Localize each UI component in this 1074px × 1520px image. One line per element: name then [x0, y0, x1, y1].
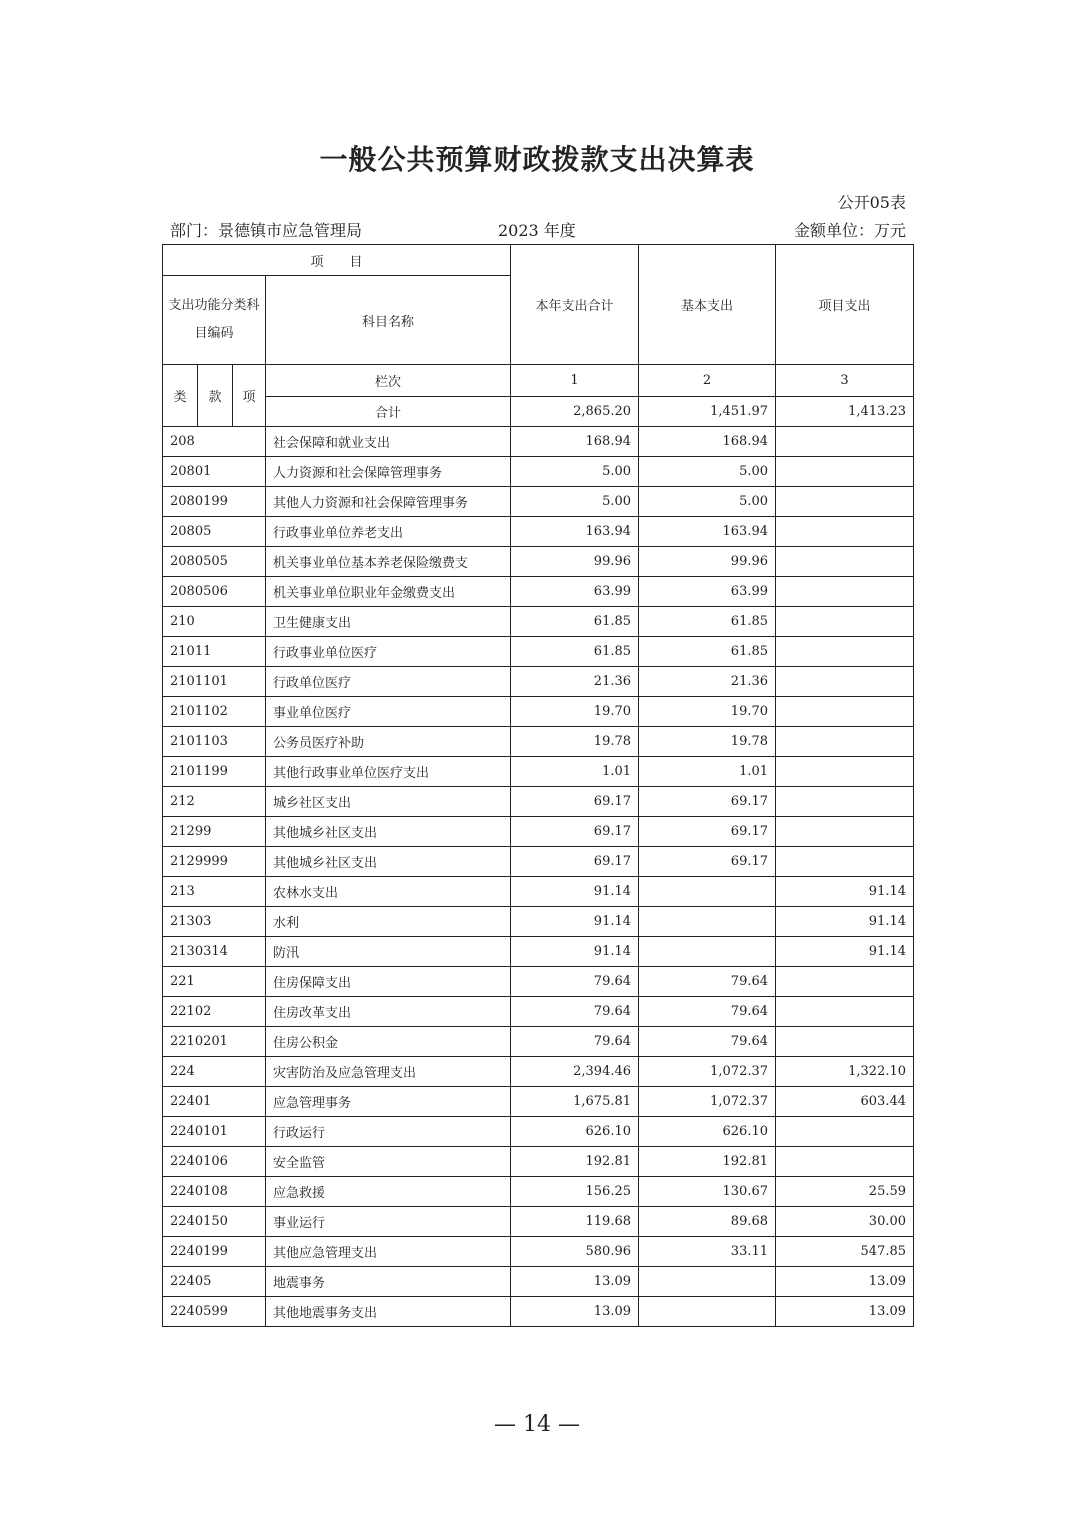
cell-name: 其他城乡社区支出 — [266, 817, 511, 847]
header-name: 科目名称 — [266, 276, 511, 365]
cell-basic: 19.78 — [639, 727, 776, 757]
cell-project: 91.14 — [776, 937, 914, 967]
department: 部门：景德镇市应急管理局 — [170, 221, 363, 240]
cell-project: 13.09 — [776, 1297, 914, 1327]
cell-project — [776, 997, 914, 1027]
total-label: 合计 — [266, 397, 511, 427]
cell-basic — [639, 937, 776, 967]
cell-total: 63.99 — [511, 577, 639, 607]
cell-project — [776, 487, 914, 517]
header-lei: 类 — [163, 365, 198, 427]
cell-name: 防汛 — [266, 937, 511, 967]
cell-name: 人力资源和社会保障管理事务 — [266, 457, 511, 487]
cell-code: 213 — [163, 877, 266, 907]
table-row — [163, 1027, 914, 1057]
cell-basic: 168.94 — [639, 427, 776, 457]
cell-code: 20801 — [163, 457, 266, 487]
cell-code: 2101199 — [163, 757, 266, 787]
table-row — [163, 577, 914, 607]
cell-basic: 99.96 — [639, 547, 776, 577]
cell-project: 25.59 — [776, 1177, 914, 1207]
cell-basic: 1,072.37 — [639, 1087, 776, 1117]
cell-project — [776, 847, 914, 877]
table-row — [163, 487, 914, 517]
cell-project — [776, 547, 914, 577]
cell-basic — [639, 1297, 776, 1327]
table-row — [163, 1177, 914, 1207]
cell-name: 行政运行 — [266, 1117, 511, 1147]
cell-project — [776, 457, 914, 487]
cell-name: 机关事业单位基本养老保险缴费支 — [266, 547, 511, 577]
table-row — [163, 967, 914, 997]
cell-total: 119.68 — [511, 1207, 639, 1237]
cell-basic: 69.17 — [639, 847, 776, 877]
cell-total: 5.00 — [511, 457, 639, 487]
table-row — [163, 1147, 914, 1177]
cell-total: 61.85 — [511, 637, 639, 667]
cell-code: 2240101 — [163, 1117, 266, 1147]
cell-code: 21299 — [163, 817, 266, 847]
cell-code: 210 — [163, 607, 266, 637]
cell-total: 19.78 — [511, 727, 639, 757]
cell-total: 5.00 — [511, 487, 639, 517]
header-xiang: 项 — [233, 365, 266, 427]
cell-project — [776, 607, 914, 637]
fiscal-year: 2023 年度 — [498, 221, 576, 240]
cell-project — [776, 697, 914, 727]
cell-code: 21303 — [163, 907, 266, 937]
header-col3: 项目支出 — [776, 245, 914, 365]
cell-name: 其他应急管理支出 — [266, 1237, 511, 1267]
cell-project: 91.14 — [776, 877, 914, 907]
cell-name: 机关事业单位职业年金缴费支出 — [266, 577, 511, 607]
cell-project: 603.44 — [776, 1087, 914, 1117]
cell-name: 农林水支出 — [266, 877, 511, 907]
cell-basic: 33.11 — [639, 1237, 776, 1267]
cell-code: 2240108 — [163, 1177, 266, 1207]
cell-code: 20805 — [163, 517, 266, 547]
cell-total: 79.64 — [511, 997, 639, 1027]
cell-project — [776, 1117, 914, 1147]
cell-total: 61.85 — [511, 607, 639, 637]
cell-total: 91.14 — [511, 877, 639, 907]
cell-basic: 69.17 — [639, 817, 776, 847]
cell-total: 69.17 — [511, 847, 639, 877]
cell-name: 地震事务 — [266, 1267, 511, 1297]
table-row — [163, 637, 914, 667]
cell-project — [776, 1147, 914, 1177]
col-number-2: 2 — [639, 365, 776, 397]
cell-project — [776, 757, 914, 787]
cell-basic: 89.68 — [639, 1207, 776, 1237]
header-code-group: 支出功能分类科目编码 — [163, 276, 266, 365]
cell-code: 212 — [163, 787, 266, 817]
cell-project — [776, 1027, 914, 1057]
cell-code: 2101103 — [163, 727, 266, 757]
total-col2: 1,451.97 — [639, 397, 776, 427]
cell-name: 城乡社区支出 — [266, 787, 511, 817]
cell-total: 168.94 — [511, 427, 639, 457]
cell-code: 2080506 — [163, 577, 266, 607]
table-row — [163, 1267, 914, 1297]
cell-total: 626.10 — [511, 1117, 639, 1147]
cell-basic: 1,072.37 — [639, 1057, 776, 1087]
cell-name: 行政单位医疗 — [266, 667, 511, 697]
cell-total: 1,675.81 — [511, 1087, 639, 1117]
cell-name: 事业运行 — [266, 1207, 511, 1237]
table-row — [163, 607, 914, 637]
table-row — [163, 427, 914, 457]
table-row — [163, 517, 914, 547]
cell-code: 2080199 — [163, 487, 266, 517]
cell-basic — [639, 1267, 776, 1297]
table-row — [163, 997, 914, 1027]
table-row — [163, 1207, 914, 1237]
cell-name: 公务员医疗补助 — [266, 727, 511, 757]
cell-code: 2101101 — [163, 667, 266, 697]
cell-basic: 163.94 — [639, 517, 776, 547]
cell-code: 2240106 — [163, 1147, 266, 1177]
cell-basic: 61.85 — [639, 607, 776, 637]
table-row — [163, 907, 914, 937]
cell-project: 1,322.10 — [776, 1057, 914, 1087]
cell-project: 30.00 — [776, 1207, 914, 1237]
table-row — [163, 787, 914, 817]
table-row — [163, 1117, 914, 1147]
col-number-3: 3 — [776, 365, 914, 397]
cell-total: 79.64 — [511, 967, 639, 997]
cell-name: 其他城乡社区支出 — [266, 847, 511, 877]
cell-basic: 69.17 — [639, 787, 776, 817]
cell-project: 13.09 — [776, 1267, 914, 1297]
cell-total: 580.96 — [511, 1237, 639, 1267]
table-row — [163, 847, 914, 877]
cell-code: 22401 — [163, 1087, 266, 1117]
cell-basic: 79.64 — [639, 967, 776, 997]
table-row — [163, 937, 914, 967]
table-row — [163, 1057, 914, 1087]
cell-code: 2240150 — [163, 1207, 266, 1237]
cell-project: 91.14 — [776, 907, 914, 937]
cell-code: 2240599 — [163, 1297, 266, 1327]
header-kuan: 款 — [198, 365, 233, 427]
table-row — [163, 1087, 914, 1117]
cell-basic: 1.01 — [639, 757, 776, 787]
cell-total: 69.17 — [511, 817, 639, 847]
cell-name: 住房保障支出 — [266, 967, 511, 997]
table-row — [163, 727, 914, 757]
cell-code: 2130314 — [163, 937, 266, 967]
cell-code: 2210201 — [163, 1027, 266, 1057]
cell-code: 2240199 — [163, 1237, 266, 1267]
cell-code: 2080505 — [163, 547, 266, 577]
total-col3: 1,413.23 — [776, 397, 914, 427]
cell-project — [776, 427, 914, 457]
cell-name: 安全监管 — [266, 1147, 511, 1177]
cell-total: 91.14 — [511, 907, 639, 937]
cell-code: 22102 — [163, 997, 266, 1027]
cell-total: 13.09 — [511, 1267, 639, 1297]
table-number: 公开05表 — [837, 193, 906, 212]
cell-total: 192.81 — [511, 1147, 639, 1177]
cell-name: 行政事业单位养老支出 — [266, 517, 511, 547]
table-row — [163, 547, 914, 577]
header-item: 项 目 — [163, 245, 511, 276]
cell-total: 2,394.46 — [511, 1057, 639, 1087]
cell-project — [776, 727, 914, 757]
cell-name: 事业单位医疗 — [266, 697, 511, 727]
cell-code: 21011 — [163, 637, 266, 667]
cell-name: 其他地震事务支出 — [266, 1297, 511, 1327]
page-title: 一般公共预算财政拨款支出决算表 — [319, 143, 755, 176]
cell-project — [776, 817, 914, 847]
table-row — [163, 877, 914, 907]
cell-total: 99.96 — [511, 547, 639, 577]
cell-name: 行政事业单位医疗 — [266, 637, 511, 667]
table-row — [163, 1297, 914, 1327]
cell-total: 19.70 — [511, 697, 639, 727]
expenditure-table — [162, 244, 914, 1327]
cell-code: 2101102 — [163, 697, 266, 727]
cell-project — [776, 787, 914, 817]
cell-basic: 21.36 — [639, 667, 776, 697]
cell-project — [776, 517, 914, 547]
cell-code: 22405 — [163, 1267, 266, 1297]
cell-total: 21.36 — [511, 667, 639, 697]
cell-basic: 19.70 — [639, 697, 776, 727]
cell-basic: 192.81 — [639, 1147, 776, 1177]
table-row — [163, 667, 914, 697]
cell-name: 其他行政事业单位医疗支出 — [266, 757, 511, 787]
col-number-1: 1 — [511, 365, 639, 397]
total-col1: 2,865.20 — [511, 397, 639, 427]
cell-name: 水利 — [266, 907, 511, 937]
cell-name: 应急管理事务 — [266, 1087, 511, 1117]
cell-code: 221 — [163, 967, 266, 997]
cell-project — [776, 967, 914, 997]
cell-name: 应急救援 — [266, 1177, 511, 1207]
cell-code: 224 — [163, 1057, 266, 1087]
table-row — [163, 697, 914, 727]
cell-total: 79.64 — [511, 1027, 639, 1057]
cell-basic: 79.64 — [639, 997, 776, 1027]
table-row — [163, 457, 914, 487]
table-row — [163, 757, 914, 787]
cell-project: 547.85 — [776, 1237, 914, 1267]
page-number: — 14 — — [494, 1412, 580, 1437]
header-lanci: 栏次 — [266, 365, 511, 397]
cell-basic: 63.99 — [639, 577, 776, 607]
cell-total: 163.94 — [511, 517, 639, 547]
cell-total: 91.14 — [511, 937, 639, 967]
cell-basic: 626.10 — [639, 1117, 776, 1147]
cell-basic: 130.67 — [639, 1177, 776, 1207]
cell-basic: 5.00 — [639, 487, 776, 517]
table-row — [163, 817, 914, 847]
cell-basic: 5.00 — [639, 457, 776, 487]
cell-name: 住房公积金 — [266, 1027, 511, 1057]
cell-code: 2129999 — [163, 847, 266, 877]
cell-name: 社会保障和就业支出 — [266, 427, 511, 457]
cell-name: 其他人力资源和社会保障管理事务 — [266, 487, 511, 517]
table-row — [163, 1237, 914, 1267]
cell-project — [776, 577, 914, 607]
cell-total: 156.25 — [511, 1177, 639, 1207]
cell-name: 灾害防治及应急管理支出 — [266, 1057, 511, 1087]
header-col2: 基本支出 — [639, 245, 776, 365]
cell-basic — [639, 877, 776, 907]
cell-total: 69.17 — [511, 787, 639, 817]
cell-project — [776, 667, 914, 697]
cell-name: 卫生健康支出 — [266, 607, 511, 637]
cell-basic: 61.85 — [639, 637, 776, 667]
cell-basic: 79.64 — [639, 1027, 776, 1057]
cell-code: 208 — [163, 427, 266, 457]
cell-name: 住房改革支出 — [266, 997, 511, 1027]
amount-unit: 金额单位：万元 — [793, 221, 906, 240]
cell-total: 13.09 — [511, 1297, 639, 1327]
cell-basic — [639, 907, 776, 937]
cell-total: 1.01 — [511, 757, 639, 787]
cell-project — [776, 637, 914, 667]
header-col1: 本年支出合计 — [511, 245, 639, 365]
